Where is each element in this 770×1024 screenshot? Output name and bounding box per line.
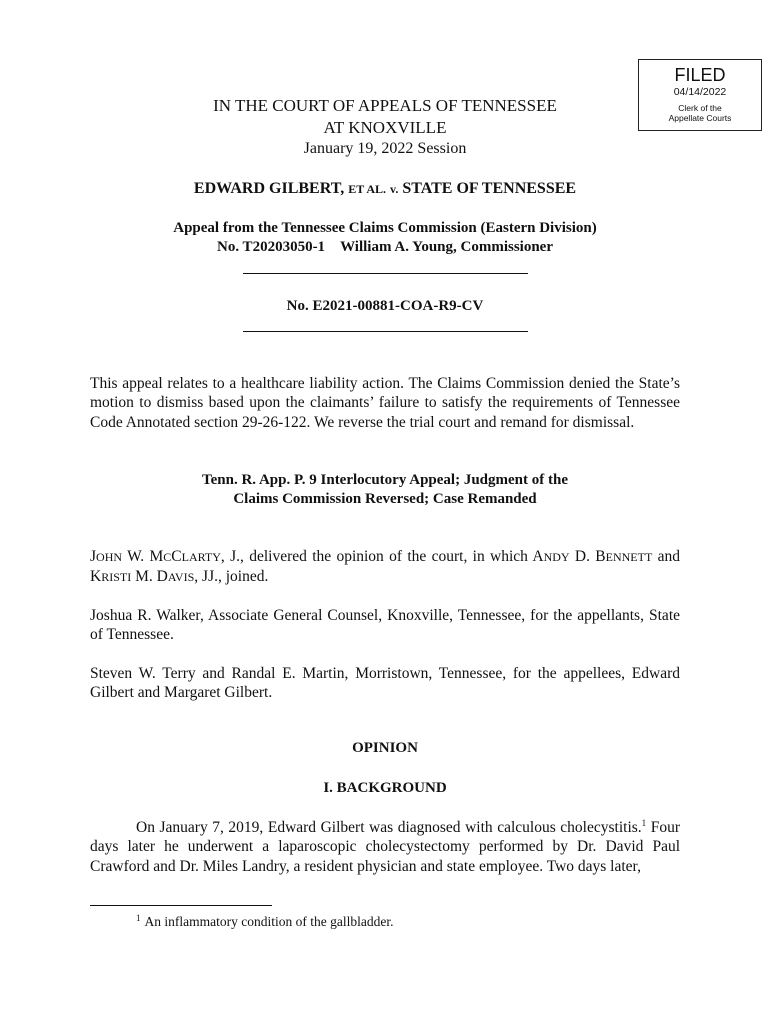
opinion-heading: OPINION [352,740,418,756]
authorship-text-2: and [652,548,680,565]
commissioner-name: William A. Young, Commissioner [340,239,553,255]
body-text-1: On January 7, 2019, Edward Gilbert was diagnosed with calculous cholecystitis. [136,819,642,836]
judge1-initial: J [90,548,97,565]
divider-bottom [243,331,528,332]
case-summary: This appeal relates to a healthcare liability action. The Claims Commission denied the State’s motion to dismiss based upon the claimants’ failure to satisfy the requirements of Tennessee Code Annotated section 29-26-122. We reverse the trial court and remand for dismissal. [90,375,680,431]
disposition-line-2: Claims Commission Reversed; Case Remanded [233,491,537,507]
footnote-number: 1 [136,912,141,923]
counsel-appellees: Steven W. Terry and Randal E. Martin, Morristown, Tennessee, for the appellees, Edward Gilbert and Margaret Gilbert. [90,665,680,702]
judge2-initial: A [532,548,544,565]
judge1-c: C [171,548,182,565]
appeal-info [90,219,680,257]
authorship-text-3: , JJ., joined. [194,568,269,586]
filed-date: 04/14/2022 [673,86,727,98]
footnote-text: An inflammatory condition of the gallbladder. [144,914,394,929]
divider-top [243,273,528,274]
body-paragraph [90,818,680,876]
footnote-reference: 1 [641,817,647,828]
background-heading: I. BACKGROUND [323,780,447,796]
judge3-first-smallcaps: RISTI [101,570,132,585]
judge1-last-smallcaps: LARTY [181,550,221,564]
appeal-source: Appeal from the Tennessee Claims Commission (Eastern Division) [173,220,597,236]
judge2-last-smallcaps: ENNETT [605,550,653,564]
appeal-case-line [90,238,680,257]
plaintiff-name: EDWARD GILBERT, [193,180,345,197]
counsel-appellants: Joshua R. Walker, Associate General Counsel, Knoxville, Tennessee, for the appellants, State of Tennessee. [90,607,680,644]
judge1-middle: W. M [122,548,164,565]
stamp-clerk-line: Clerk of the [678,103,722,113]
authorship-statement [90,547,680,588]
stamp-courts-line: Appellate Courts [668,113,732,123]
trial-case-number: No. T20203050-1 [217,239,326,255]
session-date: January 19, 2022 Session [303,140,467,157]
judge3-initial: K [90,568,102,586]
disposition [90,471,680,509]
footnote-divider [90,905,272,906]
judge2-first-smallcaps: NDY [543,550,570,564]
court-name: IN THE COURT OF APPEALS OF TENNESSEE [213,96,557,115]
court-heading [90,95,680,139]
court-location: AT KNOXVILLE [323,118,447,137]
footnote [136,913,393,931]
docket-number: No. E2021-00881-COA-R9-CV [286,298,484,314]
filed-label: FILED [674,65,726,85]
judge2-middle: D. B [569,548,606,565]
versus: v. [390,182,399,196]
body-text-2: Four days later he underwent a laparoscopic cholecystectomy performed by Dr. David Paul Crawford and Dr. Miles Landry, a resident physician and state employee. Two days later, [90,819,680,875]
case-caption [90,179,680,199]
judge1-mc: C [163,550,172,564]
judge3-last-smallcaps: AVIS [167,570,195,585]
judge3-middle: M. D [131,568,168,586]
authorship-text-1: , J., delivered the opinion of the court, in which [220,548,533,565]
et-al: ET AL. [348,182,387,196]
defendant-name: STATE OF TENNESSEE [402,180,577,197]
judge1-first-smallcaps: OHN [96,550,123,564]
disposition-line-1: Tenn. R. App. P. 9 Interlocutory Appeal; Judgment of the [201,472,568,488]
